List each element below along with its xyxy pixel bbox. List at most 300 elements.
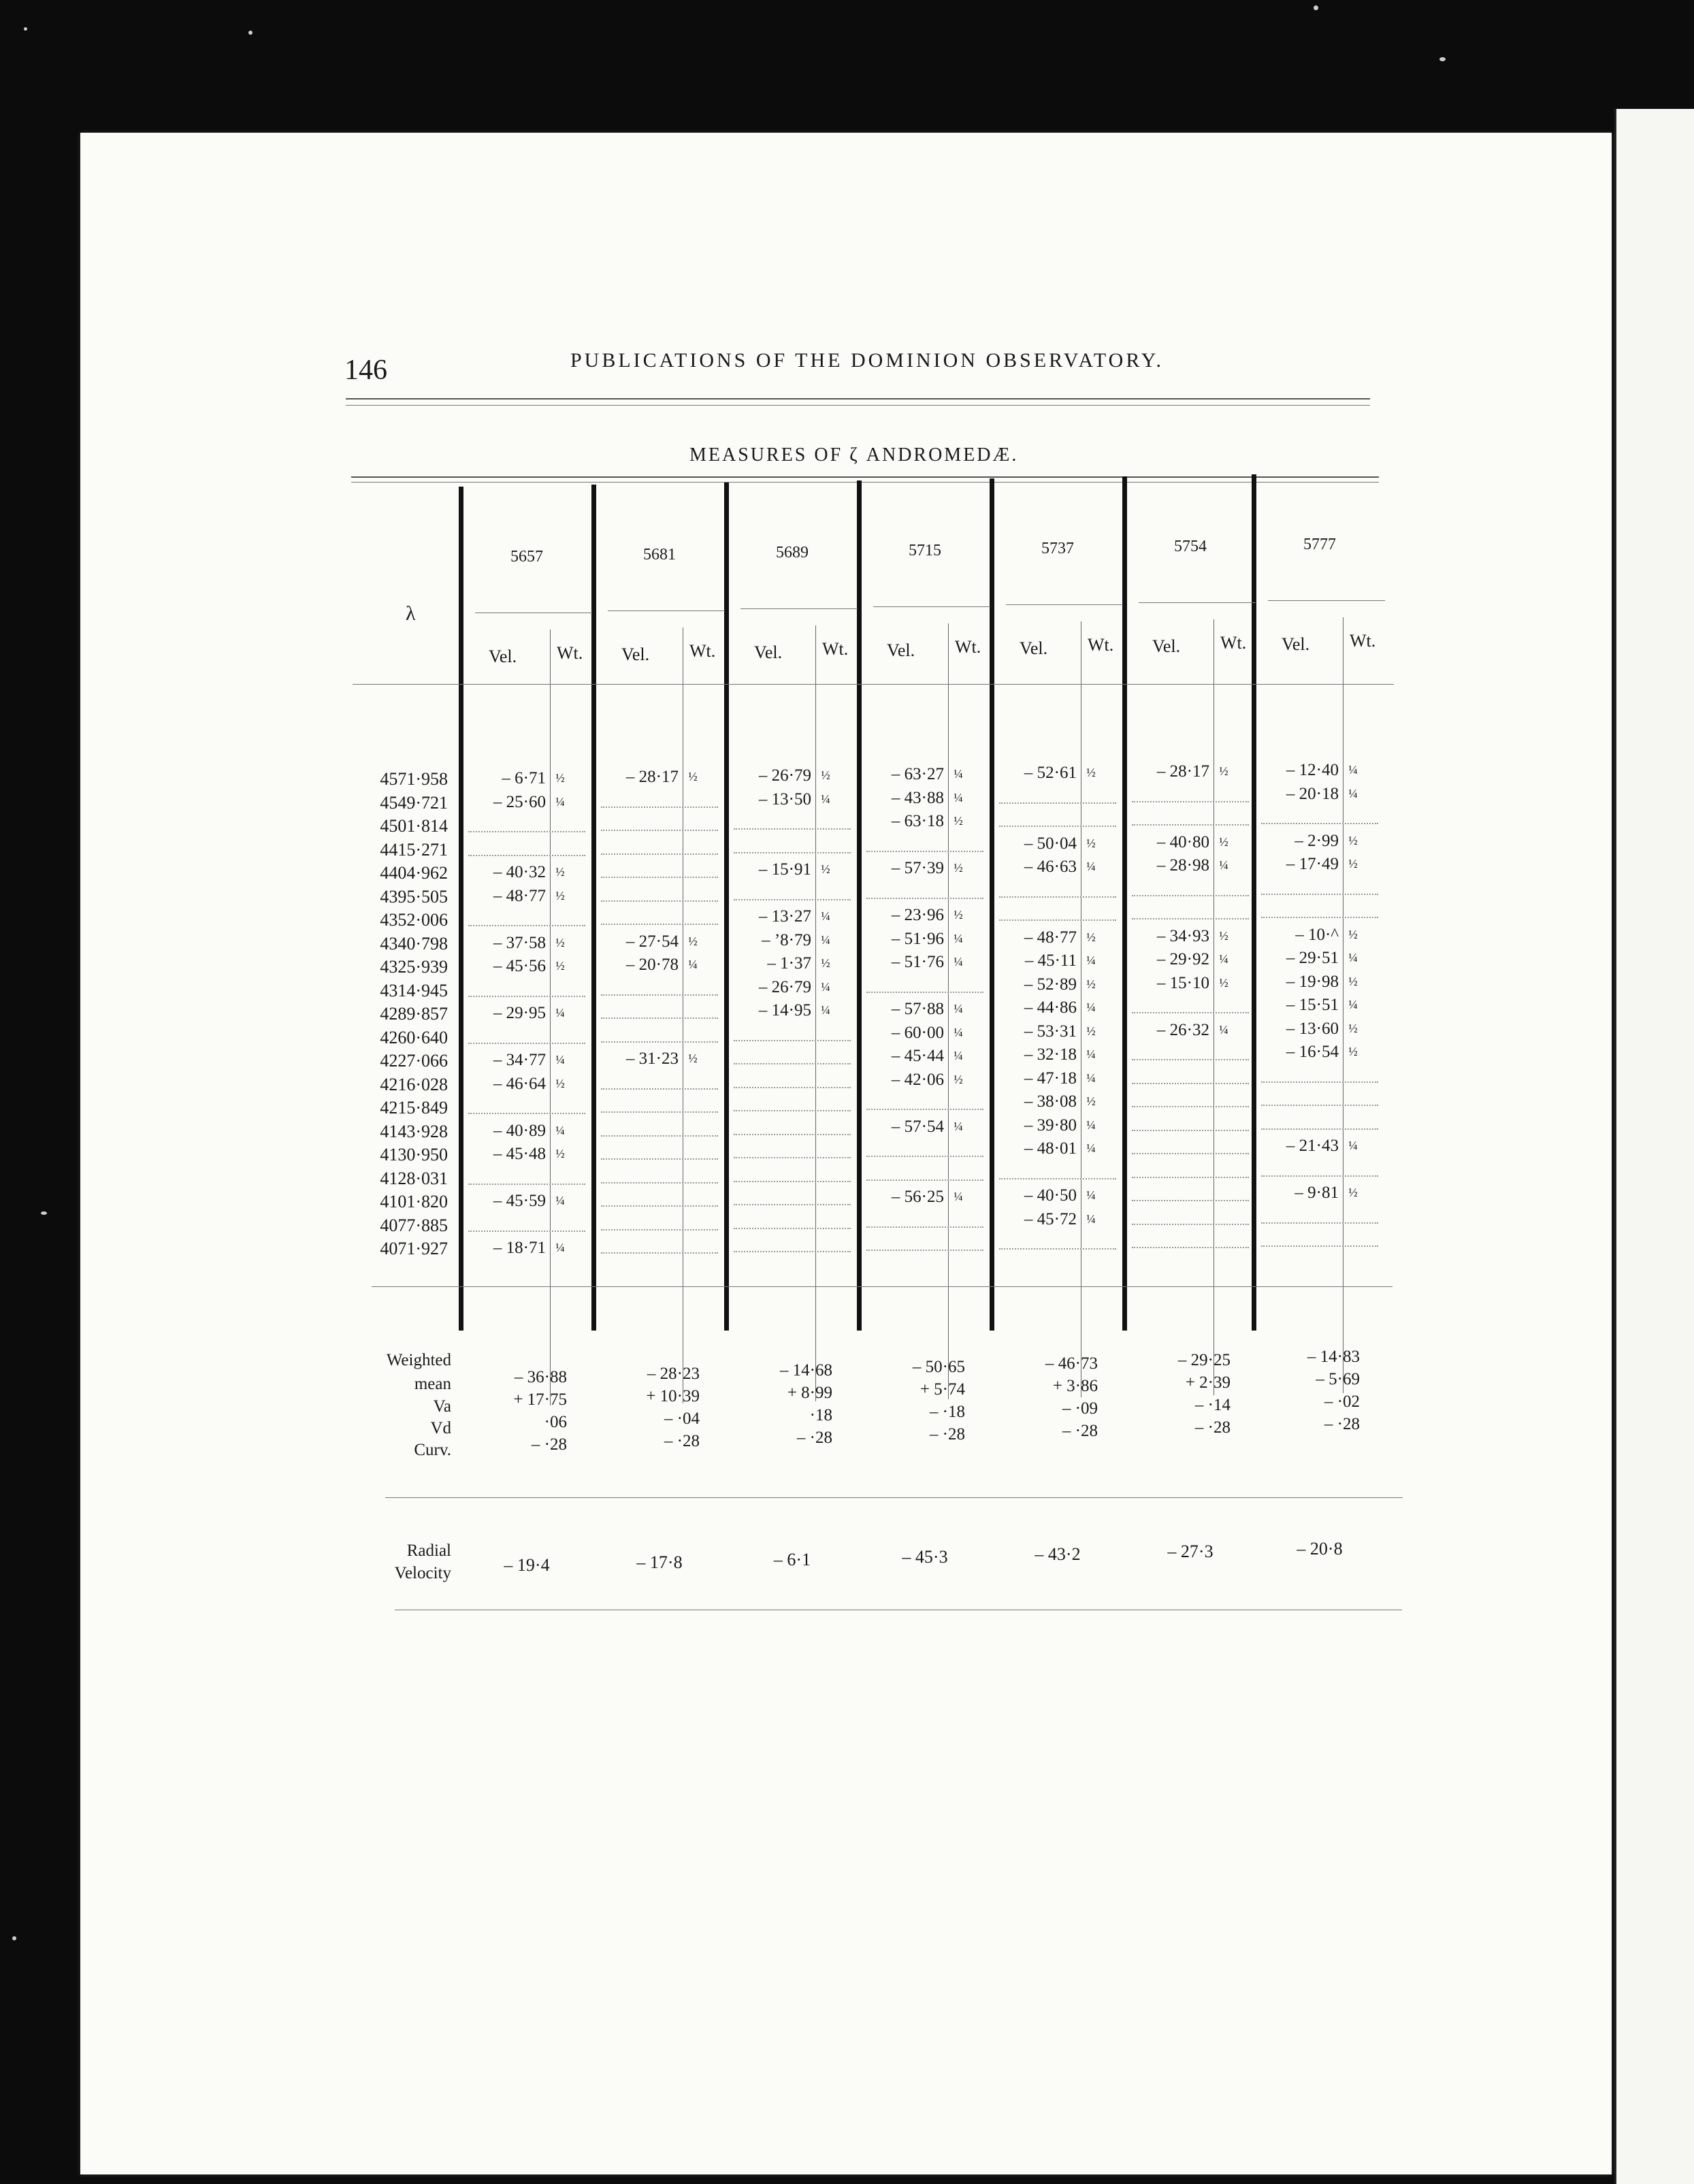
weight-cell: ¼	[555, 794, 565, 809]
weight-cell: ½	[688, 1052, 698, 1065]
weight-cell: ¼	[1348, 763, 1358, 777]
adjacent-page-edge	[1614, 109, 1694, 2184]
wt-header: Wt.	[1220, 633, 1247, 653]
weight-cell: ¼	[1086, 954, 1096, 967]
velocity-cell: – 34·93	[1156, 926, 1209, 945]
radial-velocity-value: – 43·2	[1035, 1544, 1081, 1564]
plate-number: 5737	[1041, 540, 1074, 557]
leader-dots	[601, 1017, 718, 1019]
leader-dots	[866, 898, 983, 899]
leader-dots	[468, 925, 585, 926]
weight-cell: ¼	[1086, 1188, 1096, 1202]
weight-cell: ¼	[954, 1049, 963, 1062]
velocity-cell: – 44·86	[1024, 998, 1077, 1017]
velocity-cell: – 56·25	[891, 1188, 944, 1206]
velocity-cell: – 1·37	[767, 954, 811, 973]
weight-cell: ½	[555, 1076, 565, 1090]
leader-dots	[468, 1230, 585, 1232]
velocity-cell: – 18·71	[493, 1239, 546, 1257]
weight-cell: ¼	[954, 1119, 963, 1133]
velocity-cell: – 28·17	[625, 768, 679, 786]
wavelength-value: 4101·820	[380, 1192, 448, 1211]
leader-dots	[1132, 1224, 1249, 1225]
radial-velocity-value: – 20·8	[1297, 1539, 1343, 1559]
weight-cell: ¼	[954, 931, 963, 945]
plate-number: 5681	[643, 546, 676, 564]
wavelength-value: 4571·958	[380, 769, 448, 789]
plate-number: 5657	[510, 548, 543, 566]
velocity-cell: – 45·44	[891, 1047, 944, 1065]
wavelength-value: 4071·927	[380, 1239, 448, 1258]
weight-cell: ¼	[821, 979, 830, 994]
plate-underline	[1006, 604, 1123, 605]
velocity-cell: – 53·31	[1024, 1022, 1077, 1041]
scan-speck	[248, 31, 253, 35]
velocity-cell: – 37·58	[493, 933, 546, 952]
weight-cell: ¼	[555, 1006, 565, 1020]
leader-dots	[601, 1182, 718, 1184]
scan-speck	[1439, 57, 1446, 61]
leader-dots	[1261, 1128, 1378, 1130]
velocity-cell: – 6·71	[502, 769, 546, 787]
leader-dots	[999, 919, 1116, 921]
leader-dots	[468, 1113, 585, 1114]
summary-value: – 28·23	[647, 1365, 700, 1383]
radial-velocity-value: – 19·4	[504, 1555, 550, 1575]
leader-dots	[734, 1110, 851, 1111]
weight-cell: ½	[954, 908, 963, 922]
velocity-cell: – 43·88	[891, 788, 944, 807]
leader-dots	[468, 1043, 585, 1044]
document-page	[80, 133, 1612, 2174]
weight-cell: ½	[1219, 928, 1228, 943]
leader-dots	[1132, 824, 1249, 826]
velocity-cell: – 45·72	[1024, 1209, 1077, 1228]
summary-value: + 5·74	[919, 1380, 965, 1399]
weight-cell: ¼	[821, 932, 830, 947]
leader-dots	[734, 1204, 851, 1205]
summary-value: + 8·99	[787, 1384, 832, 1402]
weight-cell: ¼	[1086, 1071, 1096, 1085]
weight-cell: ½	[555, 771, 565, 785]
summary-value: ·06	[544, 1413, 567, 1431]
table-top-rule	[351, 476, 1379, 478]
vel-header: Vel.	[621, 645, 650, 664]
velocity-cell: – 40·80	[1156, 832, 1209, 851]
summary-value: – ·28	[664, 1432, 700, 1450]
weight-cell: ½	[1086, 766, 1096, 779]
leader-dots	[1132, 1012, 1249, 1013]
leader-dots	[1132, 1059, 1249, 1060]
weight-cell: ¼	[1086, 1141, 1096, 1155]
weight-cell: ½	[555, 935, 565, 949]
leader-dots	[601, 1205, 718, 1207]
velocity-cell: – 29·51	[1286, 949, 1339, 967]
leader-dots	[1261, 1175, 1378, 1177]
summary-value: – ·14	[1194, 1396, 1231, 1414]
velocity-cell: – 31·23	[625, 1049, 679, 1068]
summary-value: + 3·86	[1052, 1377, 1098, 1395]
leader-dots	[601, 1135, 718, 1137]
leader-dots	[866, 992, 983, 993]
plate-number: 5715	[909, 542, 941, 559]
weight-cell: ¼	[1086, 1118, 1096, 1132]
leader-dots	[1261, 894, 1378, 895]
column-divider	[724, 483, 729, 1331]
column-divider	[857, 480, 862, 1331]
wavelength-value: 4395·505	[380, 886, 448, 907]
radial-velocity-value: – 45·3	[902, 1547, 948, 1567]
weight-cell: ¼	[1348, 951, 1358, 964]
velocity-cell: – 26·32	[1156, 1020, 1209, 1039]
velocity-cell: – 38·08	[1024, 1092, 1077, 1111]
weight-cell: ¼	[1348, 998, 1358, 1011]
velocity-cell: – 51·76	[891, 953, 944, 971]
leader-dots	[601, 1229, 718, 1230]
summary-value: – ·28	[1062, 1422, 1098, 1440]
weight-cell: ½	[555, 888, 565, 902]
summary-label: Vd	[430, 1419, 451, 1437]
plate-number: 5689	[776, 544, 809, 561]
weight-cell: ¼	[821, 792, 830, 806]
leader-dots	[999, 1178, 1116, 1179]
weight-cell: ½	[821, 768, 830, 782]
leader-dots	[734, 1157, 851, 1158]
header-rule	[346, 398, 1370, 400]
scan-speck	[41, 1211, 47, 1215]
leader-dots	[1132, 1200, 1249, 1201]
plate-number: 5777	[1303, 536, 1336, 553]
radial-velocity-value: – 27·3	[1167, 1542, 1214, 1561]
summary-value: – 36·88	[514, 1368, 567, 1386]
velocity-cell: – 40·32	[493, 863, 546, 881]
leader-dots	[1261, 823, 1378, 824]
wt-header: Wt.	[822, 639, 849, 659]
velocity-cell: – 26·79	[758, 766, 811, 785]
velocity-cell: – 39·80	[1024, 1115, 1077, 1135]
weight-cell: ½	[1348, 833, 1358, 847]
leader-dots	[1132, 801, 1249, 802]
leader-dots	[999, 826, 1116, 827]
wt-header: Wt.	[1350, 631, 1376, 651]
velocity-cell: – 45·56	[493, 957, 546, 975]
wt-header: Wt.	[557, 643, 583, 663]
leader-dots	[999, 802, 1116, 804]
weight-cell: ¼	[954, 767, 963, 781]
velocity-cell: – 15·10	[1156, 973, 1209, 992]
velocity-cell: – 52·61	[1024, 764, 1077, 782]
leader-dots	[734, 828, 851, 830]
wavelength-value: 4549·721	[380, 792, 448, 813]
velocity-cell: – 48·77	[493, 886, 546, 905]
velocity-cell: – 47·18	[1024, 1069, 1077, 1088]
leader-dots	[866, 1156, 983, 1157]
running-header: PUBLICATIONS OF THE DOMINION OBSERVATORY.	[570, 349, 1164, 372]
wavelength-value: 4130·950	[380, 1145, 448, 1164]
summary-value: – 46·73	[1045, 1354, 1098, 1373]
summary-value: – ·28	[1324, 1415, 1360, 1433]
leader-dots	[999, 1248, 1116, 1250]
vel-header: Vel.	[887, 640, 915, 660]
scan-speck	[1314, 5, 1318, 10]
weight-cell: ½	[555, 959, 565, 973]
velocity-cell: – 29·92	[1156, 950, 1209, 968]
velocity-cell: – 42·06	[891, 1070, 944, 1089]
velocity-cell: – 20·18	[1286, 784, 1339, 803]
leader-dots	[601, 877, 718, 878]
page-number: 146	[344, 355, 387, 386]
wavelength-value: 4143·928	[380, 1121, 448, 1141]
weight-cell: ½	[1348, 1186, 1358, 1199]
leader-dots	[734, 1087, 851, 1088]
summary-value: + 2·39	[1185, 1373, 1231, 1392]
wt-header: Wt.	[955, 637, 981, 657]
table-top-rule	[351, 482, 1379, 483]
weight-cell: ¼	[1348, 786, 1358, 800]
wavelength-value: 4352·006	[380, 910, 448, 930]
weight-cell: ¼	[1219, 1022, 1228, 1037]
weight-cell: ½	[555, 865, 565, 879]
velocity-cell: – 46·63	[1024, 858, 1077, 876]
plate-underline	[608, 610, 725, 611]
velocity-cell: – 13·50	[758, 789, 811, 809]
weight-cell: ½	[1086, 930, 1096, 944]
wavelength-value: 4501·814	[380, 816, 448, 836]
vel-header: Vel.	[1282, 634, 1310, 654]
leader-dots	[1132, 1153, 1249, 1154]
leader-dots	[1261, 1245, 1378, 1247]
velocity-cell: – 9·81	[1294, 1184, 1339, 1202]
summary-value: – ·09	[1062, 1399, 1098, 1418]
radial-label: Radial	[406, 1542, 451, 1560]
leader-dots	[601, 806, 718, 808]
velocity-cell: – 50·04	[1024, 834, 1077, 853]
leader-dots	[734, 1181, 851, 1182]
leader-dots	[468, 1184, 585, 1185]
leader-dots	[1132, 1083, 1249, 1084]
summary-value: – 29·25	[1177, 1351, 1231, 1369]
weight-cell: ½	[1348, 1021, 1358, 1035]
velocity-cell: – 28·98	[1156, 856, 1209, 875]
weight-cell: ½	[821, 956, 830, 970]
wt-divider	[948, 623, 949, 1399]
column-divider	[459, 487, 463, 1331]
velocity-cell: – 12·40	[1286, 761, 1339, 779]
summary-label: Weighted	[386, 1351, 451, 1369]
plate-underline	[873, 606, 990, 607]
weight-cell: ½	[688, 770, 698, 783]
velocity-cell: – 51·96	[891, 929, 944, 948]
velocity-cell: – 28·17	[1156, 762, 1209, 781]
vel-header: Vel.	[1020, 638, 1048, 658]
weight-cell: ½	[1348, 857, 1358, 870]
leader-dots	[601, 1111, 718, 1113]
weight-cell: ¼	[555, 1053, 565, 1066]
wt-divider	[815, 625, 816, 1401]
wavelength-value: 4404·962	[380, 863, 448, 883]
leader-dots	[468, 996, 585, 997]
leader-dots	[601, 1252, 718, 1254]
velocity-cell: – 13·60	[1286, 1019, 1339, 1038]
weight-cell: ¼	[954, 790, 963, 804]
weight-cell: ¼	[821, 1003, 830, 1017]
leader-dots	[1132, 1177, 1249, 1178]
lambda-header: λ	[406, 602, 416, 625]
leader-dots	[468, 831, 585, 832]
weight-cell: ½	[1219, 764, 1228, 778]
summary-label: Va	[433, 1397, 451, 1416]
vel-header: Vel.	[1152, 636, 1181, 656]
summary-rule	[372, 1286, 1392, 1287]
velocity-cell: – 13·27	[758, 907, 811, 926]
summary-value: – ·28	[929, 1425, 965, 1444]
velocity-cell: – 63·27	[891, 765, 944, 783]
leader-dots	[1132, 918, 1249, 919]
velocity-cell: – 63·18	[891, 812, 944, 830]
velocity-cell: – 34·77	[493, 1051, 546, 1069]
velocity-cell: – 57·88	[891, 1000, 944, 1018]
scan-speck	[24, 27, 27, 31]
radial-label: Velocity	[394, 1564, 451, 1582]
velocity-cell: – 26·79	[758, 977, 811, 996]
summary-value: – 5·69	[1316, 1370, 1360, 1388]
wavelength-value: 4216·028	[380, 1074, 448, 1094]
velocity-cell: – 46·64	[493, 1074, 546, 1093]
weight-cell: ¼	[954, 1002, 963, 1015]
velocity-cell: – 60·00	[891, 1023, 944, 1042]
velocity-cell: – 19·98	[1286, 972, 1339, 991]
weight-cell: ½	[1086, 1024, 1096, 1038]
summary-value: ·18	[809, 1406, 832, 1424]
velocity-cell: – 27·54	[625, 932, 679, 951]
summary-value: – ·28	[531, 1435, 567, 1454]
leader-dots	[866, 1179, 983, 1181]
leader-dots	[1132, 1106, 1249, 1107]
plate-underline	[1139, 602, 1256, 603]
summary-label: mean	[414, 1375, 451, 1393]
velocity-cell: – 45·59	[493, 1192, 546, 1210]
velocity-cell: – 29·95	[493, 1004, 546, 1022]
weight-cell: ½	[555, 1147, 565, 1160]
leader-dots	[1261, 1222, 1378, 1224]
column-divider	[591, 485, 596, 1331]
velocity-cell: – 48·01	[1024, 1139, 1077, 1158]
leader-dots	[866, 1226, 983, 1228]
weight-cell: ½	[1086, 836, 1096, 850]
leader-dots	[866, 1250, 983, 1251]
leader-dots	[734, 852, 851, 853]
leader-dots	[468, 855, 585, 856]
velocity-cell: – 15·51	[1286, 996, 1339, 1014]
wavelength-value: 4415·271	[380, 839, 448, 860]
summary-value: – ·28	[1194, 1418, 1231, 1437]
leader-dots	[601, 994, 718, 996]
weight-cell: ¼	[1086, 1000, 1096, 1014]
wavelength-value: 4325·939	[380, 957, 448, 977]
summary-value: – ·18	[929, 1403, 965, 1421]
weight-cell: ¼	[688, 958, 698, 971]
summary-value: + 10·39	[646, 1387, 700, 1405]
velocity-cell: – 45·48	[493, 1145, 546, 1163]
plate-underline	[740, 608, 858, 609]
leader-dots	[1132, 1247, 1249, 1248]
velocity-cell: – 57·39	[891, 859, 944, 877]
leader-dots	[1132, 895, 1249, 896]
weight-cell: ½	[688, 934, 698, 948]
weight-cell: ½	[1219, 834, 1228, 849]
leader-dots	[601, 900, 718, 902]
leader-dots	[734, 1134, 851, 1135]
weight-cell: ¼	[1219, 858, 1228, 872]
leader-dots	[866, 1109, 983, 1110]
leader-dots	[601, 924, 718, 925]
summary-value: + 17·75	[513, 1390, 567, 1409]
leader-dots	[1261, 917, 1378, 918]
wavelength-value: 4227·066	[380, 1051, 448, 1071]
velocity-cell: – 23·96	[891, 906, 944, 924]
wavelength-value: 4128·031	[380, 1168, 448, 1188]
velocity-cell: – 52·89	[1024, 975, 1077, 994]
velocity-cell: – 40·89	[493, 1121, 546, 1140]
table-title: MEASURES OF ζ ANDROMEDÆ.	[689, 444, 1019, 466]
weight-cell: ¼	[1086, 860, 1096, 873]
weight-cell: ¼	[954, 1190, 963, 1203]
velocity-cell: – 14·95	[758, 1001, 811, 1020]
summary-value: – ·04	[664, 1409, 700, 1428]
wavelength-value: 4215·849	[380, 1098, 448, 1118]
wt-header: Wt.	[689, 641, 716, 661]
plate-underline	[1268, 600, 1385, 601]
velocity-cell: – 16·54	[1286, 1043, 1339, 1061]
weight-cell: ¼	[1219, 952, 1228, 966]
weight-cell: ½	[954, 814, 963, 828]
weight-cell: ¼	[821, 909, 830, 923]
weight-cell: ¼	[555, 1194, 565, 1207]
leader-dots	[734, 1228, 851, 1229]
leader-dots	[1261, 1105, 1378, 1106]
column-divider	[1122, 476, 1127, 1331]
weight-cell: ½	[954, 1072, 963, 1086]
leader-dots	[1132, 1130, 1249, 1131]
velocity-cell: – 20·78	[625, 956, 679, 974]
leader-dots	[601, 1088, 718, 1090]
vel-header: Vel.	[489, 647, 517, 666]
weight-cell: ½	[1086, 1094, 1096, 1108]
wt-header: Wt.	[1088, 635, 1114, 655]
leader-dots	[999, 896, 1116, 898]
weight-cell: ½	[1348, 1045, 1358, 1058]
weight-cell: ¼	[1086, 1211, 1096, 1226]
velocity-cell: – 15·91	[758, 860, 811, 879]
velocity-cell: – 2·99	[1294, 831, 1339, 850]
leader-dots	[734, 1251, 851, 1252]
summary-value: – 14·83	[1307, 1348, 1360, 1366]
weight-cell: ½	[1348, 974, 1358, 988]
wavelength-value: 4260·640	[380, 1027, 448, 1047]
leader-dots	[734, 1040, 851, 1041]
summary-label: Curv.	[414, 1441, 451, 1459]
velocity-cell: – 32·18	[1024, 1045, 1077, 1064]
velocity-cell: – 48·77	[1024, 928, 1077, 947]
velocity-cell: – 40·50	[1024, 1186, 1077, 1205]
velocity-cell: – 10·^	[1295, 925, 1339, 944]
summary-value: – ·28	[796, 1429, 832, 1447]
weight-cell: ½	[821, 862, 830, 876]
weight-cell: ¼	[954, 1025, 963, 1039]
vel-header: Vel.	[754, 642, 783, 662]
leader-dots	[734, 1063, 851, 1064]
plate-number: 5754	[1174, 538, 1207, 555]
